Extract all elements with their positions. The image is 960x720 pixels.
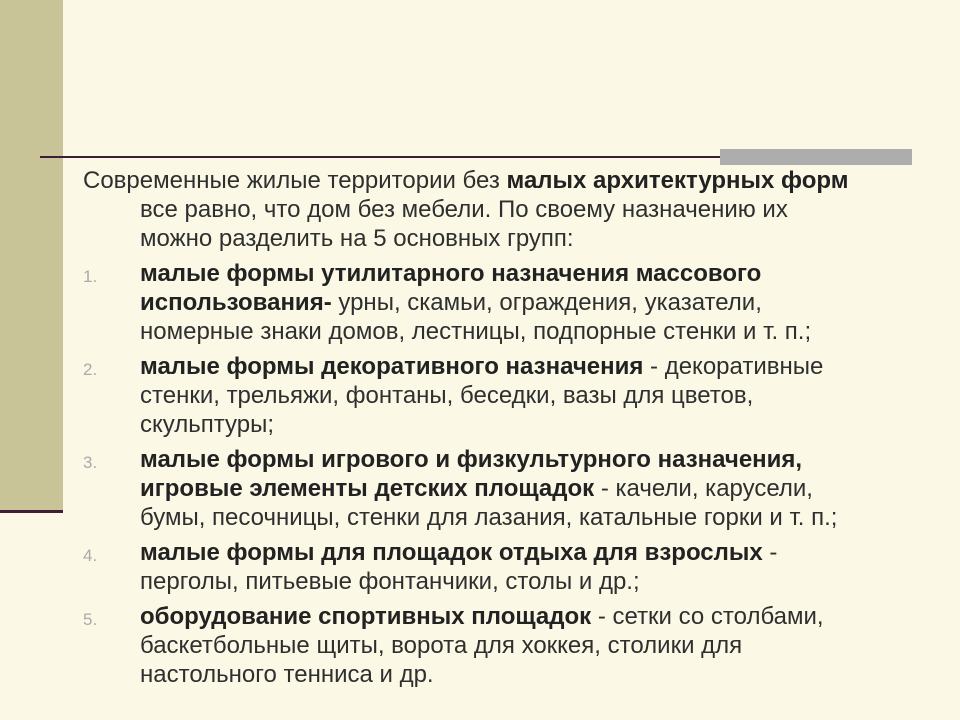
list-number: 3. bbox=[83, 453, 98, 472]
item-bold-title: использования- bbox=[140, 289, 332, 316]
item-line: баскетбольные щиты, ворота для хоккея, столики для bbox=[140, 632, 743, 659]
intro-line-3: можно разделить на 5 основных групп: bbox=[140, 225, 574, 252]
list-number: 2. bbox=[83, 360, 98, 379]
item-text: - качели, карусели, bbox=[594, 475, 813, 502]
item-bold-title: оборудование спортивных площадок bbox=[140, 603, 592, 630]
item-line: скульптуры; bbox=[140, 411, 275, 438]
list-number: 4. bbox=[83, 546, 98, 565]
item-line bbox=[140, 288, 943, 317]
item-bold-title: игровые элементы детских площадок bbox=[140, 475, 595, 502]
list-item-1 bbox=[83, 259, 943, 346]
intro-line-2: все равно, что дом без мебели. По своему назначению их bbox=[140, 196, 788, 223]
intro-line-1 bbox=[83, 166, 943, 195]
item-text: - сетки со столбами, bbox=[591, 603, 824, 630]
title-divider-accent bbox=[720, 149, 912, 165]
item-line: стенки, трельяжи, фонтаны, беседки, вазы для цветов, bbox=[140, 382, 754, 409]
item-bold-title: малые формы для площадок отдыха для взрослых bbox=[140, 539, 763, 566]
item-line bbox=[140, 352, 943, 381]
item-line bbox=[140, 445, 943, 474]
item-text: - декоративные bbox=[643, 353, 824, 380]
side-decor-bar bbox=[0, 0, 63, 512]
item-text: урны, скамьи, ограждения, указатели, bbox=[331, 289, 762, 316]
item-line: номерные знаки домов, лестницы, подпорные стенки и т. п.; bbox=[140, 318, 812, 345]
item-bold-title: малые формы игрового и физкультурного назначения, bbox=[140, 446, 803, 473]
item-bold-title: малые формы декоративного назначения bbox=[140, 353, 644, 380]
intro-paragraph bbox=[83, 166, 943, 253]
side-decor-line bbox=[0, 510, 63, 513]
list-number: 5. bbox=[83, 610, 98, 629]
item-line bbox=[140, 259, 943, 288]
item-line: перголы, питьевые фонтанчики, столы и др.; bbox=[140, 568, 640, 595]
list-item-3 bbox=[83, 445, 943, 532]
slide-body bbox=[83, 166, 943, 695]
list-item-5 bbox=[83, 602, 943, 689]
item-text: - bbox=[762, 539, 778, 566]
item-line bbox=[140, 602, 943, 631]
intro-bold-term: малых архитектурных форм bbox=[506, 167, 849, 194]
item-bold-title: малые формы утилитарного назначения массового bbox=[140, 260, 762, 287]
list-number: 1. bbox=[83, 267, 98, 286]
item-line bbox=[140, 538, 943, 567]
intro-text: Современные жилые территории без bbox=[83, 167, 507, 194]
item-line: бумы, песочницы, стенки для лазания, катальные горки и т. п.; bbox=[140, 504, 838, 531]
list-item-4 bbox=[83, 538, 943, 596]
list-item-2 bbox=[83, 352, 943, 439]
item-line: настольного тенниса и др. bbox=[140, 661, 434, 688]
item-line bbox=[140, 474, 943, 503]
